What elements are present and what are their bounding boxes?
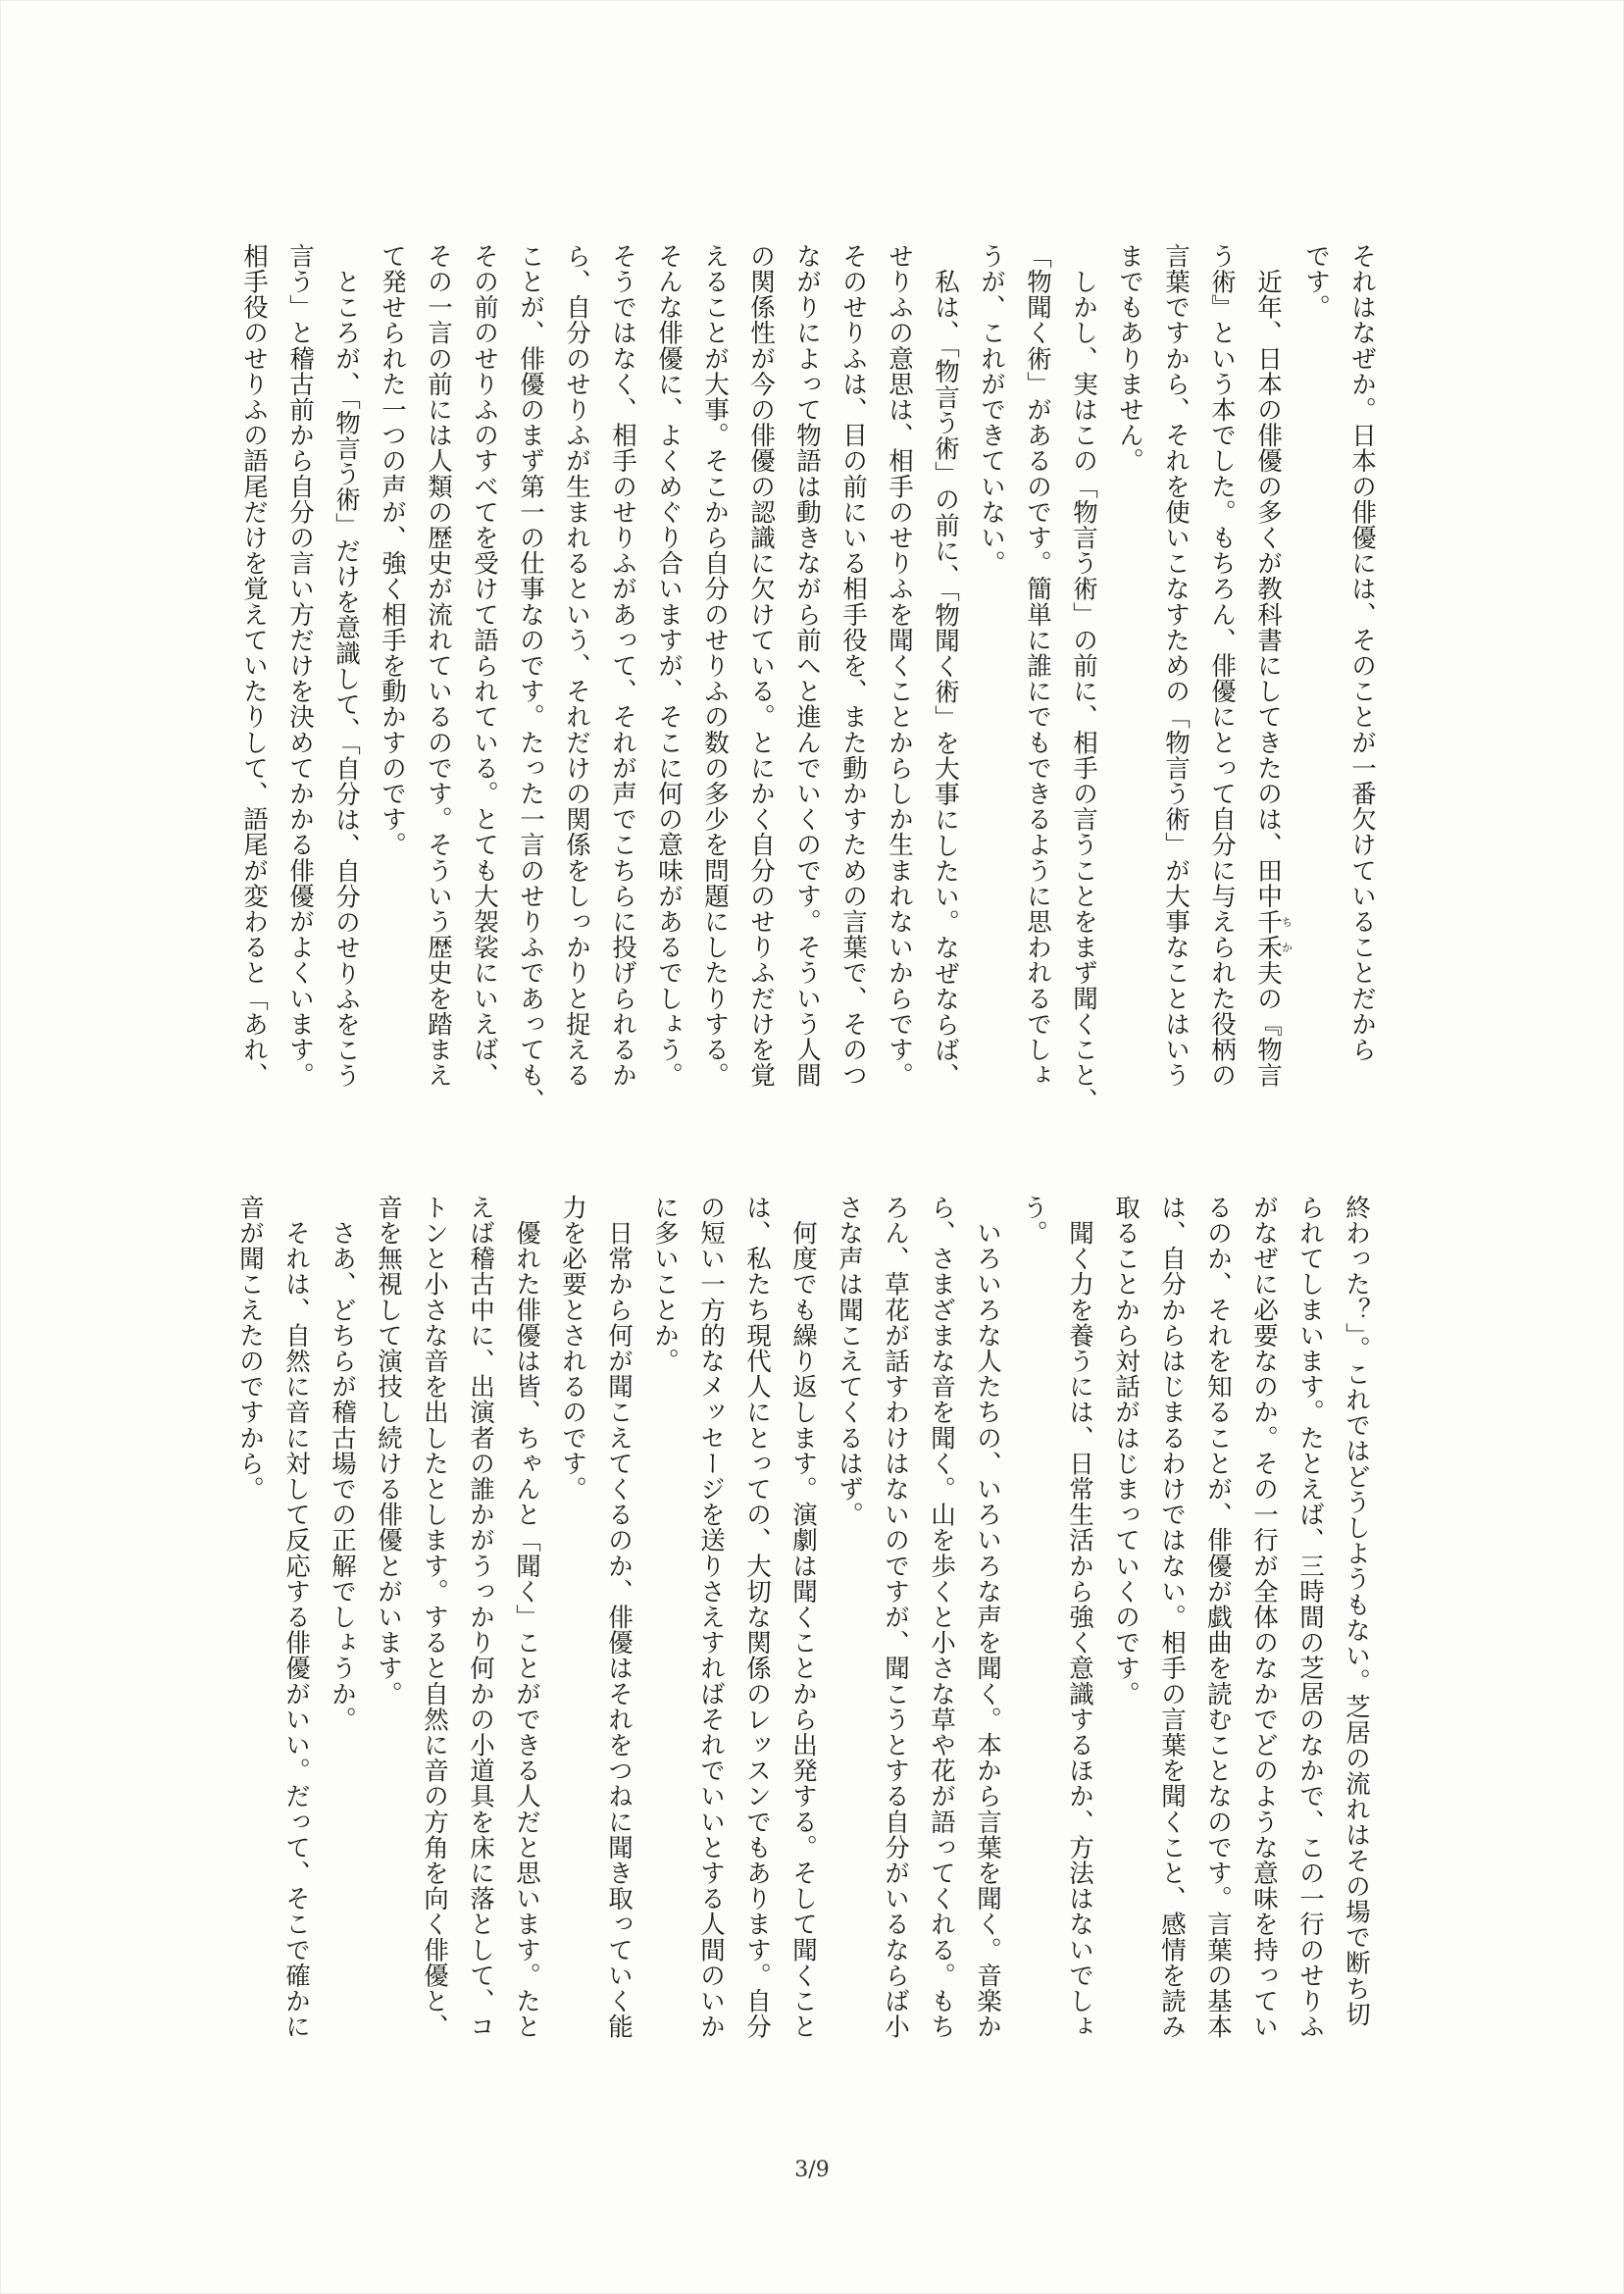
text-line: 取ることから対話がはじまっていくのです。	[1111, 1195, 1141, 1707]
text-line: 力を必要とされるのです。	[558, 1195, 587, 1503]
text-line: そんな俳優に、よくめぐり合いますが、そこに何の意味があるでしょう。	[654, 243, 684, 1089]
text-line: の関係性が今の俳優の認識に欠けている。とにかく自分のせりふだけを覚	[746, 243, 776, 1089]
text-line: 聞く力を養うには、日常生活から強く意識するほか、方法はないでしょ	[1065, 1195, 1094, 2040]
text-line: せりふの意思は、相手のせりふを聞くことからしか生まれないからです。	[885, 243, 914, 1089]
text-line: えば稽古中に、出演者の誰かがうっかり何かの小道具を床に落として、コ	[466, 1195, 495, 2040]
text-line: るのか、それを知ることが、俳優が戯曲を読むことなのです。言葉の基本	[1203, 1195, 1233, 2040]
text-line: ら、さまざまな音を聞く。山を歩くと小さな草や花が語ってくれる。もち	[927, 1195, 956, 2040]
text-line: しかし、実はこの「物言う術」の前に、相手の言うことをまず聞くこと、	[1069, 243, 1098, 1114]
author-surname: 田中	[1253, 857, 1283, 909]
text-line: 相手役のせりふの語尾だけを覚えていたりして、語尾が変わると「あれ、	[239, 243, 269, 1089]
ruby-base: 千禾	[1253, 908, 1283, 960]
text-line: ところが、「物言う術」だけを意識して、「自分は、自分のせりふをこう	[331, 243, 361, 1089]
ruby-name	[1253, 908, 1294, 960]
text-line: ことが、俳優のまず第一の仕事なのです。たった一言のせりふであっても、	[516, 243, 545, 1114]
text-line: に多いことか。	[650, 1195, 680, 1374]
text-line: て発せられた一つの声が、強く相手を動かすのです。	[378, 243, 407, 858]
text-line: ろん、草花が話すわけはないのですが、聞こうとする自分がいるならば小	[881, 1195, 910, 2040]
text-line: 言う」と稽古前から自分の言い方だけを決めてかかる俳優がよくいます。	[285, 243, 315, 1089]
text-line: う。	[1019, 1195, 1048, 1247]
text-line: う術』という本でした。もちろん、俳優にとって自分に与えられた役柄の	[1207, 243, 1237, 1089]
text-line: 私は、「物言う術」の前に、「物聞く術」を大事にしたい。なぜならば、	[931, 243, 960, 1089]
text-line: えることが大事。そこから自分のせりふの数の多少を問題にしたりする。	[700, 243, 730, 1089]
text-line: られてしまいます。たとえば、三時間の芝居のなかで、この一行のせりふ	[1295, 1195, 1325, 2040]
text-line: がなぜに必要なのか。その一行が全体のなかでどのような意味を持ってい	[1249, 1195, 1279, 2040]
text-line: 「物聞く術」があるのです。簡単に誰にでもできるように思われるでしょ	[1023, 243, 1052, 1089]
text-line-with-ruby	[1244, 243, 1293, 1136]
text-line: ら、自分のせりふが生まれるという、それだけの関係をしっかりと捉える	[562, 243, 591, 1089]
text-line: それは、自然に音に対して反応する俳優がいい。だって、そこで確かに	[281, 1195, 311, 2040]
text-line: その一言の前には人類の歴史が流れているのです。そういう歴史を踏まえ	[424, 243, 453, 1089]
text-line: ながりによって物語は動きながら前へと進んでいくのです。そういう人間	[792, 243, 822, 1089]
text-line: 優れた俳優は皆、ちゃんと「聞く」ことができる人だと思います。たと	[512, 1195, 541, 2040]
text-line: そのせりふは、目の前にいる相手役を、また動かすための言葉で、そのつ	[838, 243, 868, 1089]
text-line: 音が聞こえたのですから。	[235, 1195, 265, 1503]
text-line: 何度でも繰り返します。演劇は聞くことから出発する。そして聞くこと	[788, 1195, 818, 2040]
text-line: トンと小さな音を出したとします。すると自然に音の方角を向く俳優と、	[420, 1195, 449, 2040]
text-line: さあ、どちらが稽古場での正解でしょうか。	[328, 1195, 357, 1733]
text-line: そうではなく、相手のせりふがあって、それが声でこちらに投げられるか	[608, 243, 637, 1089]
text-line: までもありません。	[1115, 243, 1144, 474]
text-line: の短い一方的なメッセージを送りさえすればそれでいいとする人間のいか	[696, 1195, 726, 2040]
text-line: 音を無視して演技し続ける俳優とがいます。	[374, 1195, 403, 1707]
text-line-part: 夫の『物言	[1253, 959, 1283, 1089]
upper-text-block	[143, 243, 1385, 1136]
ruby-reading: ちか	[1280, 908, 1294, 960]
text-line: うが、これができていない。	[977, 243, 1006, 577]
text-line: その前のせりふのすべてを受けて語られている。とても大袈裟にいえば、	[470, 243, 499, 1089]
text-line: いろいろな人たちの、いろいろな声を聞く。本から言葉を聞く。音楽か	[973, 1195, 1002, 2040]
lower-text-block	[126, 1195, 1379, 2077]
text-line: 日常から何が聞こえてくるのか、俳優はそれをつねに聞き取っていく能	[604, 1195, 634, 2040]
text-line: それはなぜか。日本の俳優には、そのことが一番欠けていることだから	[1347, 243, 1377, 1063]
text-line: は、自分からはじまるわけではない。相手の言葉を聞くこと、感情を読み	[1157, 1195, 1187, 2040]
text-line: 終わった？」。これではどうしようもない。芝居の流れはその場で断ち切	[1342, 1195, 1371, 2027]
text-line: 言葉ですから、それを使いこなすための「物言う術」が大事なことはいう	[1161, 243, 1191, 1089]
text-line: です。	[1301, 243, 1331, 321]
text-line: さな声は聞こえてくるはず。	[835, 1195, 864, 1528]
text-line: は、私たち現代人にとっての、大切な関係のレッスンでもあります。自分	[742, 1195, 772, 2040]
page-number: 3/9	[794, 2158, 830, 2182]
text-line-part: 近年、日本の俳優の多くが教科書にしてきたのは、	[1253, 243, 1283, 858]
